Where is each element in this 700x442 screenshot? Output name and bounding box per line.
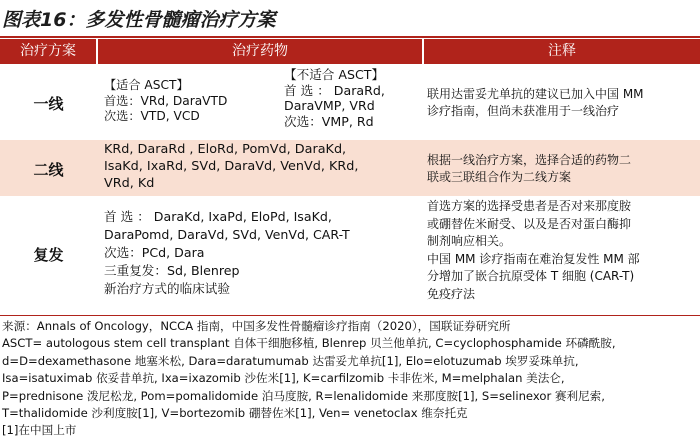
note-line: 制剂响应相关。 <box>427 234 512 249</box>
drug-line: 次选：PCd, Dara <box>104 245 205 260</box>
note-relapse <box>427 198 693 304</box>
drug-line: IsaKd, IxaRd, SVd, DaraVd, VenVd, KRd, <box>104 159 359 174</box>
row-label-second-line: 二线 <box>33 161 64 179</box>
table-bottom-divider <box>0 315 700 316</box>
header-treatment-drugs: 治疗药物 <box>98 39 422 64</box>
note-line: 或硼替佐米耐受、以及是否对蛋白酶抑 <box>427 216 632 231</box>
note-line: 根据一线治疗方案，选择合适的药物二 <box>427 153 632 167</box>
row-label-first-line: 一线 <box>33 95 64 113</box>
drug-line: 三重复发：Sd, Blenrep <box>104 263 240 278</box>
note-second-line <box>427 152 693 186</box>
drug-line: 【适合 ASCT】 <box>104 78 189 92</box>
footnote-line: Isa=isatuximab 依妥昔单抗, Ixa=ixazomib 沙佐米[1], K=carfilzomib 卡非佐米, M=melphalan 美法仑, <box>2 371 565 386</box>
drug-line: 新治疗方式的临床试验 <box>104 281 230 296</box>
note-line: 联用达雷妥尤单抗的建议已加入中国 MM <box>427 87 644 101</box>
drugs-second-line <box>104 141 420 192</box>
drug-line: 首 选 ： DaraKd, IxaPd, EloPd, IsaKd, <box>104 209 332 224</box>
drug-line: 次选：VMP, Rd <box>284 114 374 130</box>
drug-line: DaraPomd, DaraVd, SVd, VenVd, CAR-T <box>104 227 350 242</box>
note-line: 诊疗指南，但尚未获准用于一线治疗 <box>427 104 620 118</box>
header-treatment-plan: 治疗方案 <box>0 39 96 64</box>
note-line: 中国 MM 诊疗指南在难治复发性 MM 部 <box>427 251 640 266</box>
source-line: 来源：Annals of Oncology，NCCA 指南，中国多发性骨髓瘤诊疗指南（2020），国联证券研究所 <box>2 319 511 333</box>
footnote-line: T=thalidomide 沙利度胺[1], V=bortezomib 硼替佐米[1], Ven= venetoclax 维奈托克 <box>2 406 468 421</box>
note-line: 首选方案的选择受患者是否对来那度胺 <box>427 199 632 213</box>
footnote-line: [1]在中国上市 <box>2 423 77 438</box>
drug-line: 次选：VTD, VCD <box>104 109 200 123</box>
title-divider <box>0 36 700 38</box>
header-notes: 注释 <box>424 39 700 64</box>
note-line: 分增加了嵌合抗原受体 T 细胞 (CAR-T) <box>427 269 635 284</box>
drugs-asct-ineligible <box>284 67 385 130</box>
note-line: 联或三联组合作为二线方案 <box>427 170 572 184</box>
drugs-relapse <box>104 208 350 298</box>
drug-line: 首选：VRd, DaraVTD <box>104 93 228 108</box>
note-line: 免疫疗法 <box>427 286 476 301</box>
drug-line: VRd, Kd <box>104 176 155 191</box>
drug-line: 首 选 ： DaraRd, <box>284 82 385 98</box>
footnotes <box>2 318 698 440</box>
figure-title: 图表16：多发性骨髓瘤治疗方案 <box>2 9 276 31</box>
drugs-asct-eligible <box>104 78 227 125</box>
drug-line: KRd, DaraRd , EloRd, PomVd, DaraKd, <box>104 142 347 157</box>
row-label-relapse: 复发 <box>33 246 64 264</box>
footnote-line: P=prednisone 泼尼松龙, Pom=pomalidomide 泊马度胺, R=lenalidomide 来那度胺[1], S=selinexor 赛利尼索, <box>2 388 605 403</box>
note-first-line <box>427 86 693 120</box>
drug-line: DaraVMP, VRd <box>284 98 375 114</box>
footnote-line: ASCT= autologous stem cell transplant 自体干细胞移植, Blenrep 贝兰他单抗, C=cyclophosphamide 环磷酰胺, <box>2 336 616 351</box>
drug-line: 【不适合 ASCT】 <box>284 67 385 82</box>
footnote-line: d=D=dexamethasone 地塞米松, Dara=daratumumab 达雷妥尤单抗[1], Elo=elotuzumab 埃罗妥珠单抗, <box>2 353 579 368</box>
